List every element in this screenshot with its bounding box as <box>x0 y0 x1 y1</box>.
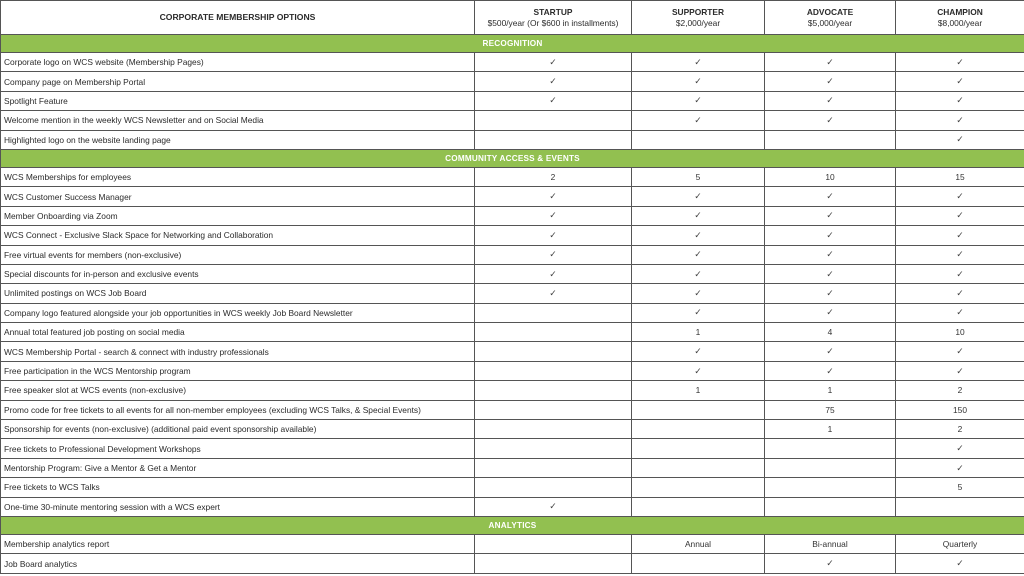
tier-value-cell <box>632 111 765 130</box>
tier-value-cell <box>896 91 1024 110</box>
check-icon: ✓ <box>956 134 964 145</box>
tier-value-cell <box>475 53 632 72</box>
table-body <box>1 35 1024 574</box>
tier-value-cell <box>632 206 765 225</box>
tier-value-cell <box>765 458 896 477</box>
tier-value-cell: 2 <box>896 381 1024 400</box>
check-icon: ✓ <box>826 287 834 298</box>
check-icon: ✓ <box>826 76 834 87</box>
tier-value-cell <box>632 458 765 477</box>
tier-value-cell <box>475 226 632 245</box>
check-icon: ✓ <box>694 210 702 221</box>
check-icon: ✓ <box>826 229 834 240</box>
feature-label: WCS Customer Success Manager <box>1 187 475 206</box>
feature-label: WCS Memberships for employees <box>1 167 475 186</box>
feature-label: Promo code for free tickets to all events for all non-member employees (excluding WCS Talks, & Special Events) <box>1 400 475 419</box>
check-icon: ✓ <box>549 268 557 279</box>
tier-value-cell: 2 <box>475 167 632 186</box>
tier-value-cell <box>765 554 896 573</box>
check-icon: ✓ <box>956 268 964 279</box>
table-row <box>1 245 1024 264</box>
tier-value-cell <box>632 303 765 322</box>
tier-value-cell <box>475 534 632 553</box>
check-icon: ✓ <box>694 365 702 376</box>
table-row <box>1 264 1024 283</box>
check-icon: ✓ <box>956 210 964 221</box>
tier-value-cell <box>475 323 632 342</box>
tier-value-cell <box>632 361 765 380</box>
tier-value-cell <box>632 187 765 206</box>
table-row <box>1 91 1024 110</box>
tier-value-cell: 15 <box>896 167 1024 186</box>
tier-value-cell <box>632 53 765 72</box>
tier-value-cell <box>765 342 896 361</box>
tier-value-cell <box>632 72 765 91</box>
check-icon: ✓ <box>694 76 702 87</box>
check-icon: ✓ <box>694 307 702 318</box>
tier-value-cell <box>632 245 765 264</box>
tier-value-cell <box>896 303 1024 322</box>
tier-value-cell <box>475 478 632 497</box>
check-icon: ✓ <box>549 76 557 87</box>
table-row <box>1 478 1024 497</box>
tier-value-cell <box>632 400 765 419</box>
tier-value-cell <box>475 206 632 225</box>
check-icon: ✓ <box>694 56 702 67</box>
table-title: CORPORATE MEMBERSHIP OPTIONS <box>1 1 475 35</box>
tier-value-cell <box>765 478 896 497</box>
check-icon: ✓ <box>956 307 964 318</box>
check-icon: ✓ <box>956 287 964 298</box>
table-row <box>1 439 1024 458</box>
feature-label: Welcome mention in the weekly WCS Newsletter and on Social Media <box>1 111 475 130</box>
check-icon: ✓ <box>694 229 702 240</box>
check-icon: ✓ <box>549 249 557 260</box>
tier-value-cell <box>632 497 765 516</box>
tier-value-cell: Annual <box>632 534 765 553</box>
tier-value-cell <box>475 303 632 322</box>
tier-value-cell <box>896 361 1024 380</box>
tier-value-cell: 150 <box>896 400 1024 419</box>
tier-value-cell: 1 <box>632 323 765 342</box>
feature-label: Free tickets to WCS Talks <box>1 478 475 497</box>
tier-value-cell <box>475 439 632 458</box>
tier-value-cell <box>896 187 1024 206</box>
feature-label: Member Onboarding via Zoom <box>1 206 475 225</box>
table-row <box>1 72 1024 91</box>
tier-value-cell <box>475 420 632 439</box>
check-icon: ✓ <box>826 365 834 376</box>
feature-label: WCS Membership Portal - search & connect with industry professionals <box>1 342 475 361</box>
tier-value-cell <box>632 420 765 439</box>
check-icon: ✓ <box>956 56 964 67</box>
tier-value-cell: 1 <box>632 381 765 400</box>
check-icon: ✓ <box>956 114 964 125</box>
table-row <box>1 458 1024 477</box>
tier-value-cell <box>765 206 896 225</box>
tier-value-cell <box>632 91 765 110</box>
feature-label: Corporate logo on WCS website (Membership Pages) <box>1 53 475 72</box>
tier-value-cell <box>896 53 1024 72</box>
check-icon: ✓ <box>549 287 557 298</box>
table-row <box>1 554 1024 573</box>
table-row <box>1 226 1024 245</box>
tier-value-cell <box>475 130 632 149</box>
check-icon: ✓ <box>826 307 834 318</box>
table-row <box>1 420 1024 439</box>
feature-label: WCS Connect - Exclusive Slack Space for Networking and Collaboration <box>1 226 475 245</box>
feature-label: Free tickets to Professional Development Workshops <box>1 439 475 458</box>
tier-value-cell <box>475 91 632 110</box>
check-icon: ✓ <box>956 365 964 376</box>
check-icon: ✓ <box>694 249 702 260</box>
check-icon: ✓ <box>826 210 834 221</box>
check-icon: ✓ <box>549 56 557 67</box>
tier-value-cell: Quarterly <box>896 534 1024 553</box>
check-icon: ✓ <box>549 229 557 240</box>
tier-value-cell <box>896 111 1024 130</box>
section-title: RECOGNITION <box>1 35 1024 53</box>
check-icon: ✓ <box>694 191 702 202</box>
check-icon: ✓ <box>826 268 834 279</box>
check-icon: ✓ <box>826 95 834 106</box>
feature-label: Special discounts for in-person and exclusive events <box>1 264 475 283</box>
feature-label: Company logo featured alongside your job opportunities in WCS weekly Job Board Newsletter <box>1 303 475 322</box>
tier-value-cell: 10 <box>765 167 896 186</box>
tier-value-cell <box>475 264 632 283</box>
check-icon: ✓ <box>956 76 964 87</box>
section-header-row <box>1 149 1024 167</box>
check-icon: ✓ <box>694 95 702 106</box>
tier-value-cell <box>765 497 896 516</box>
tier-value-cell <box>896 554 1024 573</box>
tier-value-cell: 75 <box>765 400 896 419</box>
feature-label: Unlimited postings on WCS Job Board <box>1 284 475 303</box>
tier-value-cell <box>475 458 632 477</box>
table-row <box>1 187 1024 206</box>
check-icon: ✓ <box>826 346 834 357</box>
tier-value-cell <box>896 245 1024 264</box>
tier-value-cell <box>765 130 896 149</box>
table-row <box>1 342 1024 361</box>
tier-value-cell <box>632 478 765 497</box>
tier-value-cell: 4 <box>765 323 896 342</box>
check-icon: ✓ <box>694 114 702 125</box>
feature-label: Mentorship Program: Give a Mentor & Get a Mentor <box>1 458 475 477</box>
check-icon: ✓ <box>694 346 702 357</box>
table-row <box>1 111 1024 130</box>
tier-value-cell: 1 <box>765 381 896 400</box>
check-icon: ✓ <box>694 287 702 298</box>
check-icon: ✓ <box>549 501 557 512</box>
check-icon: ✓ <box>694 268 702 279</box>
check-icon: ✓ <box>956 229 964 240</box>
tier-value-cell <box>475 245 632 264</box>
section-title: COMMUNITY ACCESS & EVENTS <box>1 149 1024 167</box>
tier-name: CHAMPION <box>937 6 983 17</box>
tier-value-cell <box>765 111 896 130</box>
feature-label: Membership analytics report <box>1 534 475 553</box>
tier-value-cell <box>896 458 1024 477</box>
feature-label: Free virtual events for members (non-exclusive) <box>1 245 475 264</box>
feature-label: Annual total featured job posting on social media <box>1 323 475 342</box>
table-row <box>1 361 1024 380</box>
feature-label: Free participation in the WCS Mentorship program <box>1 361 475 380</box>
check-icon: ✓ <box>826 249 834 260</box>
section-title: ANALYTICS <box>1 516 1024 534</box>
tier-price: $500/year (Or $600 in installments) <box>487 17 619 28</box>
check-icon: ✓ <box>826 114 834 125</box>
feature-label: One-time 30-minute mentoring session with a WCS expert <box>1 497 475 516</box>
check-icon: ✓ <box>826 191 834 202</box>
table-row <box>1 303 1024 322</box>
tier-header-supporter <box>632 1 765 35</box>
feature-label: Sponsorship for events (non-exclusive) (additional paid event sponsorship available) <box>1 420 475 439</box>
tier-value-cell: 1 <box>765 420 896 439</box>
tier-value-cell <box>632 439 765 458</box>
feature-label: Company page on Membership Portal <box>1 72 475 91</box>
tier-value-cell <box>475 187 632 206</box>
tier-value-cell <box>475 400 632 419</box>
check-icon: ✓ <box>956 443 964 454</box>
check-icon: ✓ <box>826 558 834 569</box>
section-header-row <box>1 35 1024 53</box>
tier-value-cell <box>896 206 1024 225</box>
tier-value-cell <box>475 284 632 303</box>
tier-value-cell <box>475 497 632 516</box>
check-icon: ✓ <box>956 346 964 357</box>
table-row <box>1 400 1024 419</box>
tier-value-cell: Bi-annual <box>765 534 896 553</box>
check-icon: ✓ <box>956 191 964 202</box>
table-row <box>1 167 1024 186</box>
tier-value-cell <box>896 226 1024 245</box>
tier-value-cell <box>765 72 896 91</box>
tier-value-cell <box>475 72 632 91</box>
tier-value-cell <box>765 361 896 380</box>
tier-value-cell <box>765 284 896 303</box>
tier-header-startup <box>475 1 632 35</box>
tier-value-cell <box>475 361 632 380</box>
table-row <box>1 381 1024 400</box>
tier-value-cell <box>896 284 1024 303</box>
tier-value-cell <box>632 554 765 573</box>
tier-value-cell <box>896 439 1024 458</box>
feature-label: Spotlight Feature <box>1 91 475 110</box>
tier-value-cell <box>765 245 896 264</box>
tier-value-cell <box>765 187 896 206</box>
check-icon: ✓ <box>956 462 964 473</box>
tier-value-cell: 5 <box>632 167 765 186</box>
table-row <box>1 130 1024 149</box>
header-row <box>1 1 1024 35</box>
tier-header-advocate <box>765 1 896 35</box>
table-row <box>1 284 1024 303</box>
tier-value-cell <box>632 284 765 303</box>
tier-value-cell <box>765 91 896 110</box>
tier-name: SUPPORTER <box>671 6 725 17</box>
tier-value-cell <box>765 303 896 322</box>
tier-value-cell <box>896 130 1024 149</box>
tier-value-cell <box>475 381 632 400</box>
tier-value-cell <box>475 111 632 130</box>
table-row <box>1 497 1024 516</box>
check-icon: ✓ <box>956 249 964 260</box>
tier-price: $5,000/year <box>807 17 853 28</box>
table-row <box>1 323 1024 342</box>
table-row <box>1 53 1024 72</box>
check-icon: ✓ <box>956 95 964 106</box>
tier-value-cell: 2 <box>896 420 1024 439</box>
tier-value-cell <box>765 264 896 283</box>
tier-name: STARTUP <box>533 6 573 17</box>
tier-value-cell <box>632 130 765 149</box>
tier-value-cell <box>632 342 765 361</box>
feature-label: Free speaker slot at WCS events (non-exclusive) <box>1 381 475 400</box>
tier-value-cell <box>896 72 1024 91</box>
tier-value-cell <box>475 554 632 573</box>
check-icon: ✓ <box>549 95 557 106</box>
tier-value-cell <box>896 497 1024 516</box>
feature-label: Job Board analytics <box>1 554 475 573</box>
tier-name: ADVOCATE <box>806 6 854 17</box>
tier-price: $2,000/year <box>675 17 721 28</box>
tier-value-cell <box>475 342 632 361</box>
table-row <box>1 206 1024 225</box>
tier-header-champion <box>896 1 1024 35</box>
check-icon: ✓ <box>826 56 834 67</box>
feature-label: Highlighted logo on the website landing page <box>1 130 475 149</box>
tier-value-cell <box>632 264 765 283</box>
tier-value-cell: 5 <box>896 478 1024 497</box>
check-icon: ✓ <box>549 191 557 202</box>
tier-price: $8,000/year <box>937 17 983 28</box>
tier-value-cell <box>896 264 1024 283</box>
tier-value-cell <box>765 226 896 245</box>
table-row <box>1 534 1024 553</box>
check-icon: ✓ <box>956 558 964 569</box>
tier-value-cell <box>896 342 1024 361</box>
section-header-row <box>1 516 1024 534</box>
tier-value-cell <box>632 226 765 245</box>
tier-value-cell <box>765 53 896 72</box>
check-icon: ✓ <box>549 210 557 221</box>
tier-value-cell: 10 <box>896 323 1024 342</box>
tier-value-cell <box>765 439 896 458</box>
